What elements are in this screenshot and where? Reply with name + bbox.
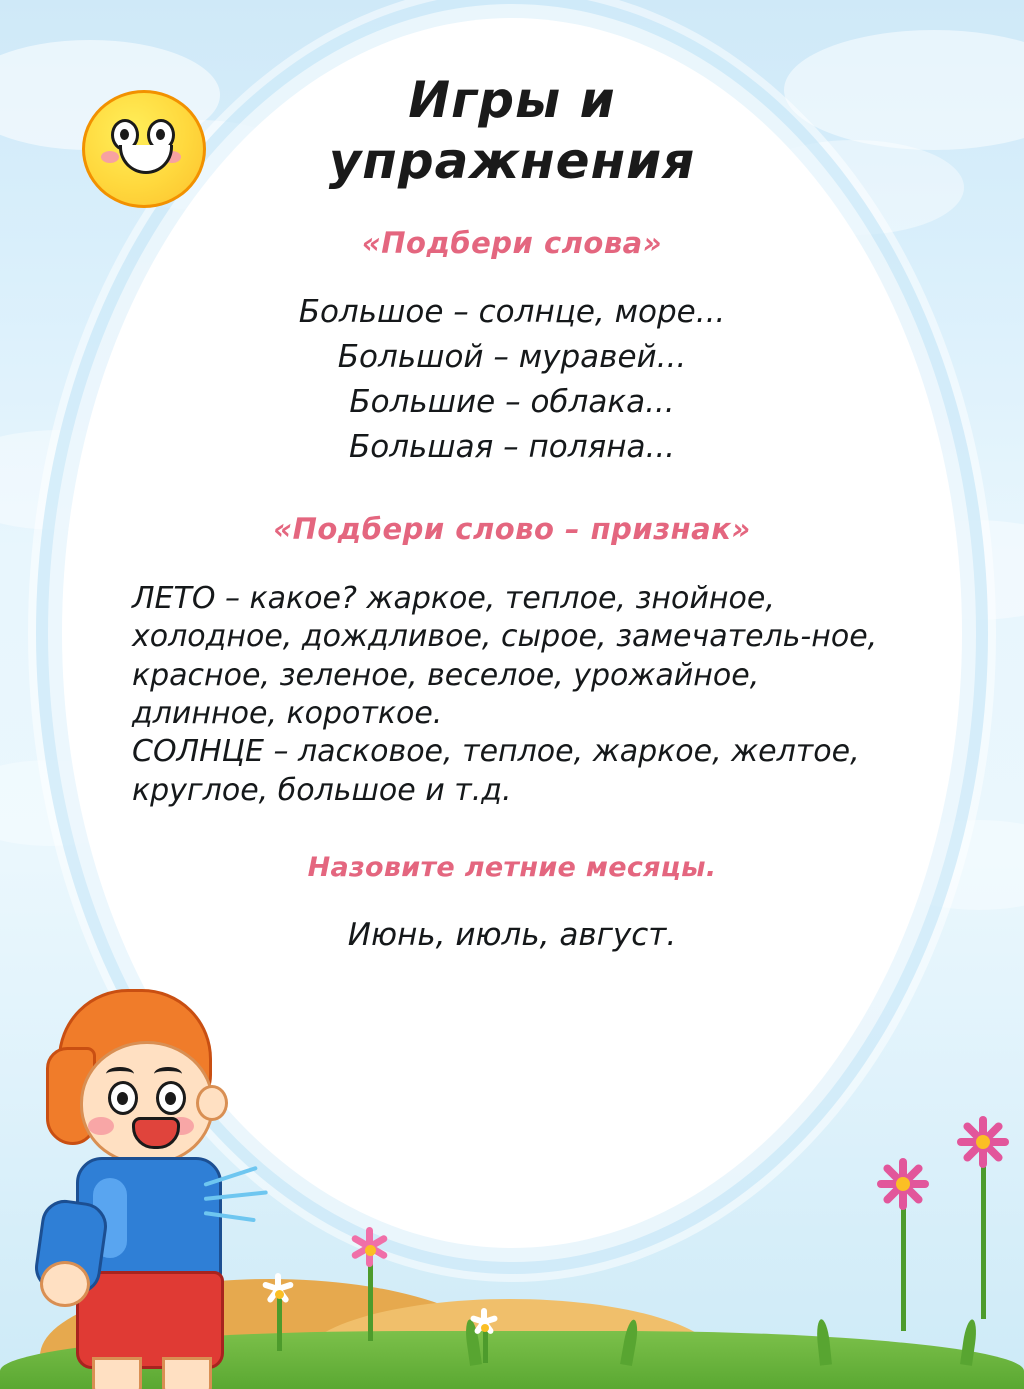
prompt-summer-months: Назовите летние месяцы. <box>307 852 717 884</box>
list-item: Большой – муравей... <box>337 338 687 375</box>
list-item: Большие – облака... <box>349 383 675 420</box>
page-title-line1: Игры и <box>408 71 616 129</box>
flower-illustration <box>470 1315 500 1363</box>
section-heading-podberi-slova: «Подбери слова» <box>361 226 663 260</box>
section-heading-podberi-slovo-priznak: «Подбери слово – признак» <box>273 511 751 546</box>
water-spray-icon <box>204 1177 274 1231</box>
sun-icon <box>36 46 246 246</box>
boy-with-water-spray-illustration <box>36 989 246 1389</box>
answer-summer-months: Июнь, июль, август. <box>347 917 677 954</box>
list-item: Большое – солнце, море... <box>298 294 726 330</box>
flower-illustration <box>350 1231 390 1341</box>
flower-illustration <box>880 1161 926 1331</box>
attribute-words-block <box>132 580 892 810</box>
flower-illustration <box>262 1279 296 1351</box>
list-item: Большая – поляна... <box>348 428 676 465</box>
paragraph-solnce: СОЛНЦЕ – ласковое, теплое, жаркое, желтое, круглое, большое и т.д. <box>132 734 860 808</box>
paragraph-leto: ЛЕТО – какое? жаркое, теплое, знойное, холодное, дождливое, сырое, замечатель-ное, красное, зеленое, веселое, урожайное, длинное, короткое. <box>132 580 878 731</box>
page-title-line2: упражнения <box>328 132 696 190</box>
flower-illustration <box>960 1119 1006 1319</box>
word-list <box>122 290 902 470</box>
sun-face <box>82 90 206 208</box>
